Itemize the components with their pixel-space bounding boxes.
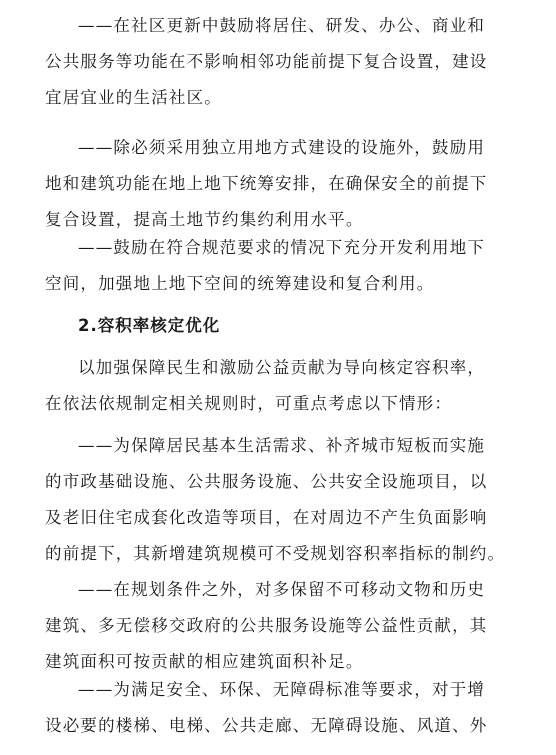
text-line: ——为满足安全、环保、无障碍标准等要求，对于增 [78, 680, 486, 699]
text-line: 的市政基础设施、公共服务设施、公共安全设施项目，以 [45, 472, 488, 491]
text-line: ——在社区更新中鼓励将居住、研发、办公、商业和 [78, 16, 486, 35]
text-line: 空间，加强地上地下空间的统筹建设和复合利用。 [45, 274, 435, 293]
paragraph-heritage-contribution [45, 572, 488, 680]
paragraph-underground-planning [45, 130, 488, 238]
text-line: 在依法依规制定相关规则时，可重点考虑以下情形： [45, 394, 453, 413]
text-line: 及老旧住宅成套化改造等项目，在对周边不产生负面影响 [45, 508, 488, 527]
text-line: 地和建筑功能在地上地下统筹安排，在确保安全的前提下 [45, 174, 488, 193]
section-heading: 2.容积率核定优化 [78, 316, 221, 335]
text-line: 以加强保障民生和激励公益贡献为导向核定容积率， [78, 358, 486, 377]
text-line: 宜居宜业的生活社区。 [45, 88, 222, 107]
text-line: ——鼓励在符合规范要求的情况下充分开发利用地下 [78, 238, 486, 257]
paragraph-safety-standards [45, 672, 488, 744]
paragraph-far-intro [45, 350, 485, 422]
paragraph-public-facilities [45, 428, 505, 572]
text-line: 公共服务等功能在不影响相邻功能前提下复合设置，建设 [45, 52, 488, 71]
paragraph-mixed-use-community [45, 8, 488, 116]
text-line: 建筑面积可按贡献的相应建筑面积补足。 [45, 652, 364, 671]
text-line: ——除必须采用独立用地方式建设的设施外，鼓励用 [78, 138, 486, 157]
text-line: ——为保障居民基本生活需求、补齐城市短板而实施 [78, 436, 486, 455]
text-line: 建筑、多无偿移交政府的公共服务设施等公益性贡献，其 [45, 616, 488, 635]
text-line: ——在规划条件之外，对多保留不可移动文物和历史 [78, 580, 486, 599]
text-line: 设必要的楼梯、电梯、公共走廊、无障碍设施、风道、外 [45, 716, 488, 735]
text-line: 复合设置，提高土地节约集约利用水平。 [45, 210, 364, 229]
paragraph-underground-space [45, 230, 485, 302]
text-line: 的前提下，其新增建筑规模可不受规划容积率指标的制约。 [45, 544, 506, 563]
